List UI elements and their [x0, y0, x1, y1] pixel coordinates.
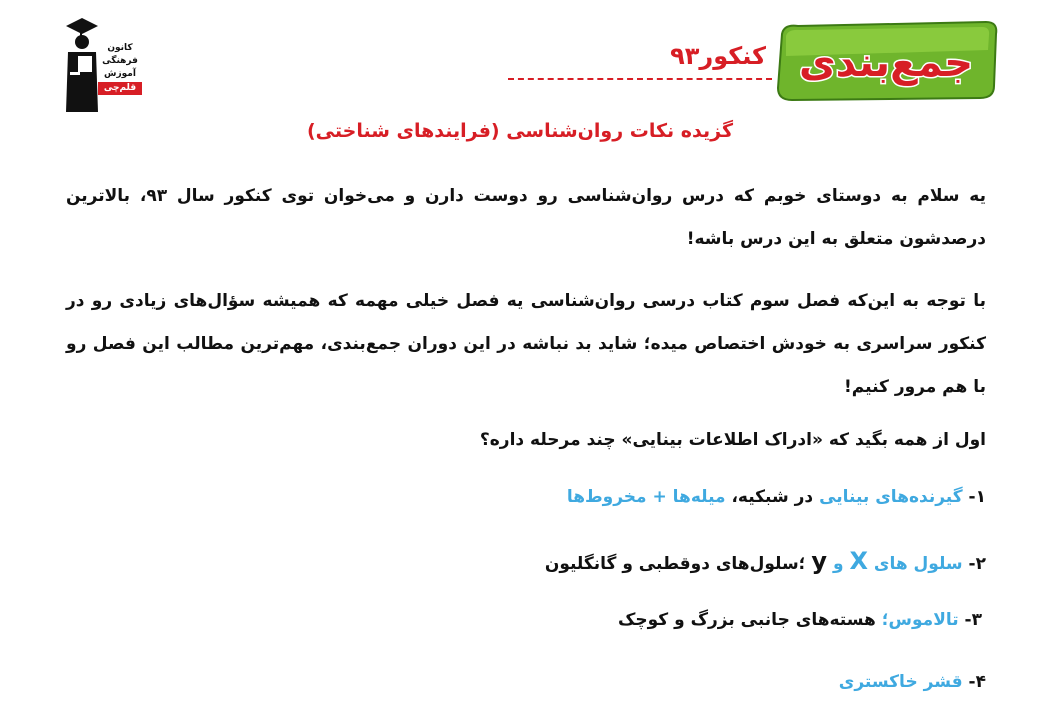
item-number: ۳-: [958, 610, 982, 630]
list-item: [545, 547, 986, 575]
logo-line: کانون: [107, 43, 133, 53]
item-conj: و: [827, 554, 850, 574]
page-title: گزیده نکات روان‌شناسی (فرایندهای شناختی): [307, 120, 733, 142]
logo-text: [98, 42, 142, 95]
item-term-y: y: [811, 547, 828, 575]
item-term-x: X: [849, 547, 868, 575]
question-paragraph: اول از همه بگید که «ادراک اطلاعات بینایی» چند مرحله داره؟: [479, 430, 986, 450]
list-item: [567, 487, 986, 507]
dashed-divider: [508, 78, 772, 80]
list-item: [618, 610, 982, 630]
item-text: ؛سلول‌های دوقطبی و گانگلیون: [544, 554, 812, 574]
intro-paragraph: یه سلام به دوستای خوبم که درس روان‌شناسی رو دوست دارن و می‌خوان توی کنکور سال ۹۳، بالاترین درصدشون متعلق به این درس باشه!: [66, 186, 986, 249]
graduate-figure-icon: [62, 16, 102, 114]
kanoon-logo: [62, 16, 142, 114]
context-paragraph: با توجه به این‌که فصل سوم کتاب درسی روان‌شناسی یه فصل خیلی مهمه که همیشه سؤال‌های زیادی رو در کنکور سراسری به خودش اختصاص میده؛ شاید بد نباشه در این دوران جمع‌بندی، مهم‌ترین مطالب این فصل رو با هم مرور کنیم!: [66, 291, 986, 397]
item-number: ۴-: [962, 672, 986, 692]
logo-line: قلم‌چی: [98, 82, 142, 95]
item-number: ۲-: [962, 554, 986, 574]
item-text: در شبکیه،: [725, 487, 820, 507]
item-text: هسته‌های جانبی بزرگ و کوچک: [617, 610, 882, 630]
badge-text: جمع‌بندی: [798, 40, 974, 86]
logo-line: آموزش: [104, 69, 136, 79]
summary-badge: [772, 20, 1000, 102]
item-term: قشر خاکستری: [838, 672, 963, 692]
item-term: میله‌ها + مخروط‌ها: [566, 487, 726, 507]
konkur-label: کنکور۹۳: [670, 42, 766, 70]
item-term: گیرنده‌های بینایی: [819, 487, 963, 507]
item-term: سلول های: [867, 554, 963, 574]
list-item: [839, 672, 986, 692]
logo-line: فرهنگی: [102, 56, 138, 66]
item-number: ۱-: [962, 487, 986, 507]
item-term: تالاموس؛: [881, 610, 959, 630]
